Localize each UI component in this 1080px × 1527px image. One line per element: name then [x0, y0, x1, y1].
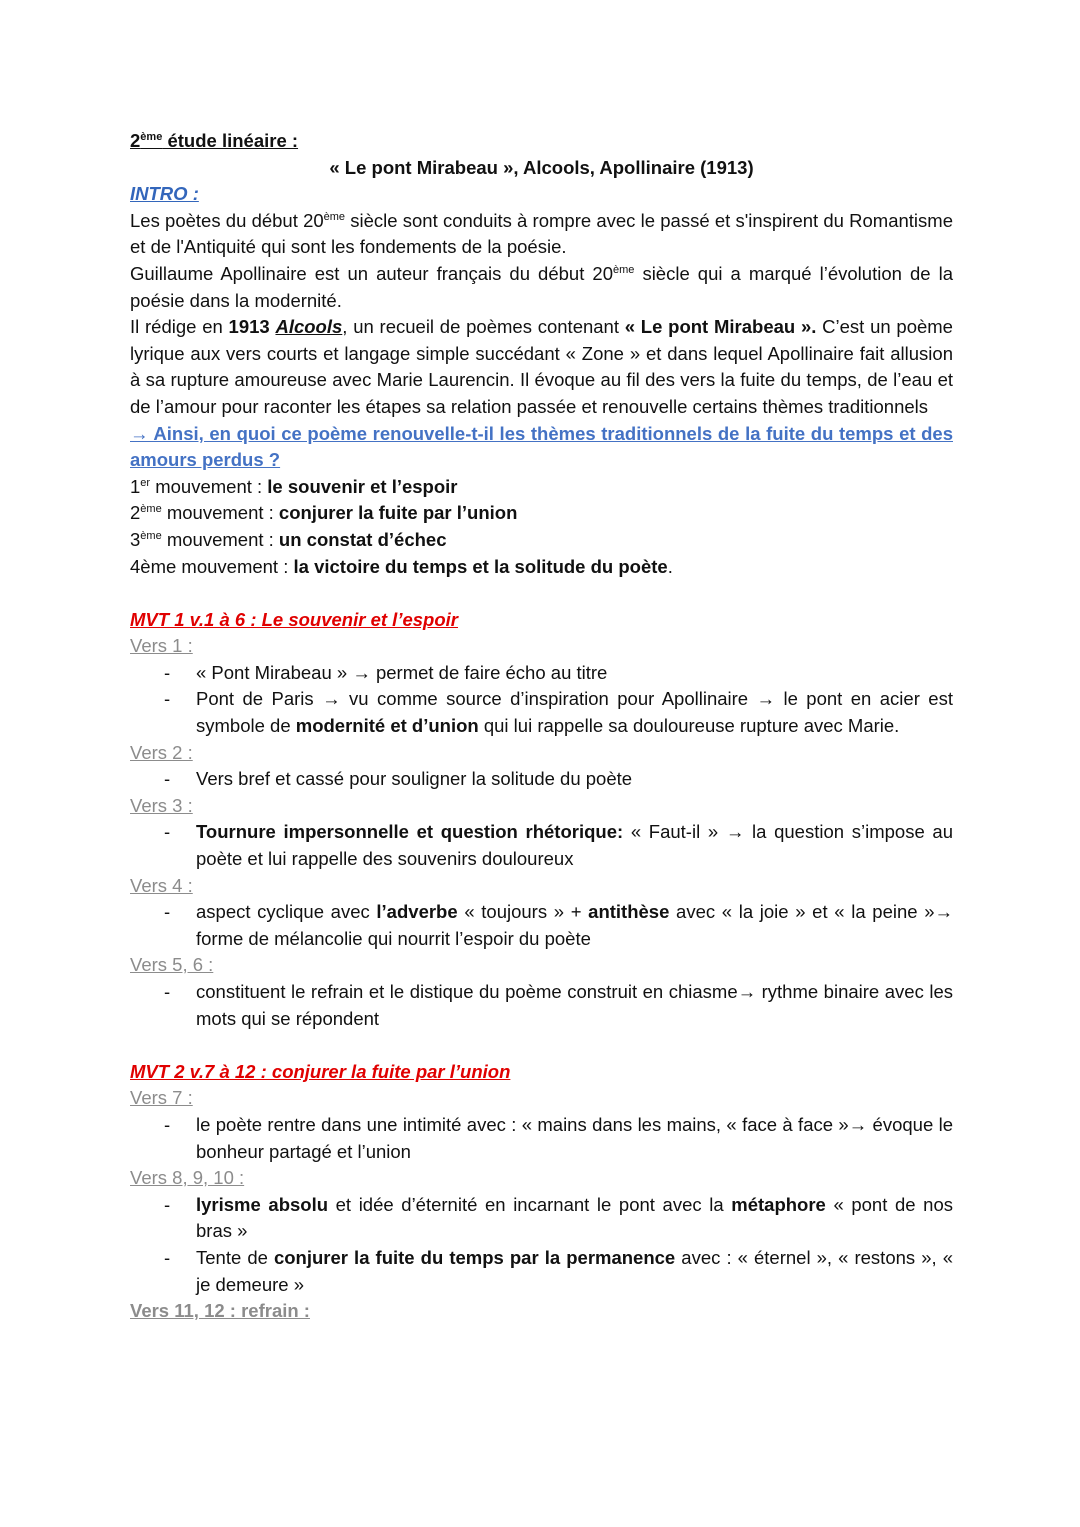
vers-2-label: Vers 2 :: [130, 741, 193, 763]
list-item: - lyrisme absolu et idée d’éternité en incarnant le pont avec la métaphore « pont de nos bras »: [130, 1192, 953, 1245]
plan-item-2: 2ème mouvement : conjurer la fuite par l’union: [130, 502, 518, 524]
vers-8-10-label: Vers 8, 9, 10 :: [130, 1167, 245, 1189]
vers-4-list: [130, 899, 953, 952]
plan-item-4: 4ème mouvement : la victoire du temps et la solitude du poète.: [130, 555, 673, 577]
vers-8-10-list: [130, 1192, 953, 1298]
vers-1-label: Vers 1 :: [130, 635, 193, 657]
problematique: → Ainsi, en quoi ce poème renouvelle-t-il les thèmes traditionnels de la fuite du temps et des amours perdus ?: [130, 422, 953, 471]
intro-paragraph-3: Il rédige en 1913 Alcools, un recueil de poèmes contenant « Le pont Mirabeau ». C’est un poème lyrique aux vers courts et langage simple succédant « Zone » et dans lequel Apollinaire fait allusion à sa rupture amoureuse avec Marie Laurencin. Il évoque au fil des vers la fuite du temps, de l’eau et de l’amour pour raconter les étapes sa relation passée et renouvelle certains thèmes traditionnels: [130, 316, 953, 417]
spacer: [130, 580, 953, 607]
vers-3-list: [130, 819, 953, 872]
vers-1-list: [130, 660, 953, 740]
vers-11-12-label: Vers 11, 12 : refrain :: [130, 1300, 310, 1322]
vers-7-list: [130, 1112, 953, 1165]
list-item: - aspect cyclique avec l’adverbe « toujours » + antithèse avec « la joie » et « la peine »→ forme de mélancolie qui nourrit l’espoir du poète: [130, 899, 953, 952]
vers-3-label: Vers 3 :: [130, 794, 193, 816]
plan-item-3: 3ème mouvement : un constat d’échec: [130, 528, 447, 550]
intro-heading: INTRO :: [130, 183, 199, 205]
intro-paragraph-1: Les poètes du début 20ème siècle sont conduits à rompre avec le passé et s'inspirent du Romantisme et de l'Antiquité qui sont les fondements de la poésie.: [130, 209, 953, 258]
document-page: [130, 128, 953, 1325]
list-item: - constituent le refrain et le distique du poème construit en chiasme→ rythme binaire avec les mots qui se répondent: [130, 979, 953, 1032]
vers-5-6-label: Vers 5, 6 :: [130, 954, 214, 976]
vers-4-label: Vers 4 :: [130, 874, 193, 896]
vers-2-list: [130, 766, 953, 793]
list-item: - Tente de conjurer la fuite du temps par la permanence avec : « éternel », « restons », « je demeure »: [130, 1245, 953, 1298]
list-item: - Vers bref et cassé pour souligner la solitude du poète: [130, 766, 953, 793]
spacer: [130, 1032, 953, 1059]
plan-item-1: 1er mouvement : le souvenir et l’espoir: [130, 475, 458, 497]
mvt1-heading: MVT 1 v.1 à 6 : Le souvenir et l’espoir: [130, 608, 458, 630]
document-subtitle: « Le pont Mirabeau », Alcools, Apollinaire (1913): [329, 156, 754, 178]
vers-7-label: Vers 7 :: [130, 1087, 193, 1109]
mvt2-heading: MVT 2 v.7 à 12 : conjurer la fuite par l’union: [130, 1060, 511, 1082]
vers-5-6-list: [130, 979, 953, 1032]
document-title: 2ème étude linéaire :: [130, 130, 299, 151]
list-item: - le poète rentre dans une intimité avec : « mains dans les mains, « face à face »→ évoque le bonheur partagé et l’union: [130, 1112, 953, 1165]
list-item: - Tournure impersonnelle et question rhétorique: « Faut-il » → la question s’impose au poète et lui rappelle des souvenirs douloureux: [130, 819, 953, 872]
list-item: - « Pont Mirabeau » → permet de faire écho au titre: [130, 660, 953, 687]
list-item: - Pont de Paris → vu comme source d’inspiration pour Apollinaire → le pont en acier est symbole de modernité et d’union qui lui rappelle sa douloureuse rupture avec Marie.: [130, 686, 953, 739]
intro-paragraph-2: Guillaume Apollinaire est un auteur français du début 20ème siècle qui a marqué l’évolution de la poésie dans la modernité.: [130, 262, 953, 311]
